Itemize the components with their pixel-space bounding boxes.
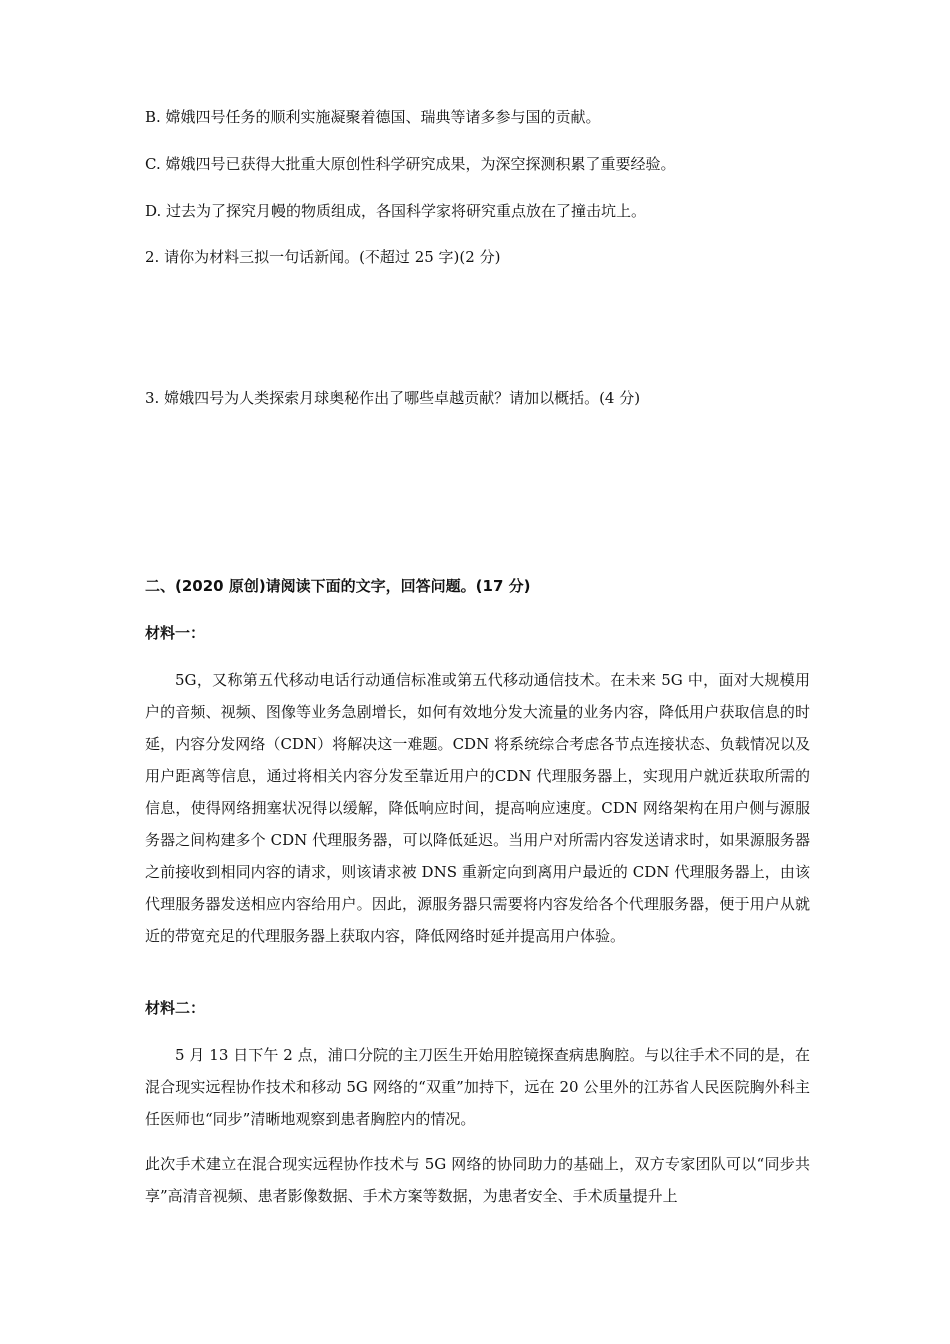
- section-2-heading: 二、(2020 原创)请阅读下面的文字，回答问题。(17 分): [145, 577, 531, 595]
- material-1-title: 材料一：: [145, 624, 206, 642]
- material-2-text-continued: 此次手术建立在混合现实远程协作技术与 5G 网络的协同助力的基础上，双方专家团队可以“同步共享”高清音视频、患者影像数据、手术方案等数据，为患者安全、手术质量提升上: [145, 1155, 810, 1205]
- material-2-text: 5 月 13 日下午 2 点，浦口分院的主刀医生开始用腔镜探查病患胸腔。与以往手术不同的是，在混合现实远程协作技术和移动 5G 网络的“双重”加持下，远在 20 公里外的江苏省人民医院胸外科主任医师也“同步”清晰地观察到患者胸腔内的情况。: [145, 1046, 810, 1128]
- option-b: B. 嫦娥四号任务的顺利实施凝聚着德国、瑞典等诸多参与国的贡献。: [145, 108, 601, 126]
- option-d: D. 过去为了探究月幔的物质组成，各国科学家将研究重点放在了撞击坑上。: [145, 202, 647, 220]
- material-2-title: 材料二：: [145, 999, 206, 1017]
- material-1-text: 5G，又称第五代移动电话行动通信标准或第五代移动通信技术。在未来 5G 中，面对大规模用户的音频、视频、图像等业务急剧增长，如何有效地分发大流量的业务内容，降低用户获取信息的时延，内容分发网络（CDN）将解决这一难题。CDN 将系统综合考虑各节点连接状态、负载情况以及用户距离等信息，通过将相关内容分发至靠近用户的CDN 代理服务器上，实现用户就近获取所需的信息，使得网络拥塞状况得以缓解，降低响应时间，提高响应速度。CDN 网络架构在用户侧与源服务器之间构建多个 CDN 代理服务器，可以降低延迟。当用户对所需内容发送请求时，如果源服务器之前接收到相同内容的请求，则该请求被 DNS 重新定向到离用户最近的 CDN 代理服务器上，由该代理服务器发送相应内容给用户。因此，源服务器只需要将内容发给各个代理服务器，便于用户从就近的带宽充足的代理服务器上获取内容，降低网络时延并提高用户体验。: [145, 671, 810, 945]
- option-c: C. 嫦娥四号已获得大批重大原创性科学研究成果，为深空探测积累了重要经验。: [145, 155, 676, 173]
- question-2: 2. 请你为材料三拟一句话新闻。(不超过 25 字)(2 分): [145, 248, 501, 266]
- question-3: 3. 嫦娥四号为人类探索月球奥秘作出了哪些卓越贡献？请加以概括。(4 分): [145, 389, 641, 407]
